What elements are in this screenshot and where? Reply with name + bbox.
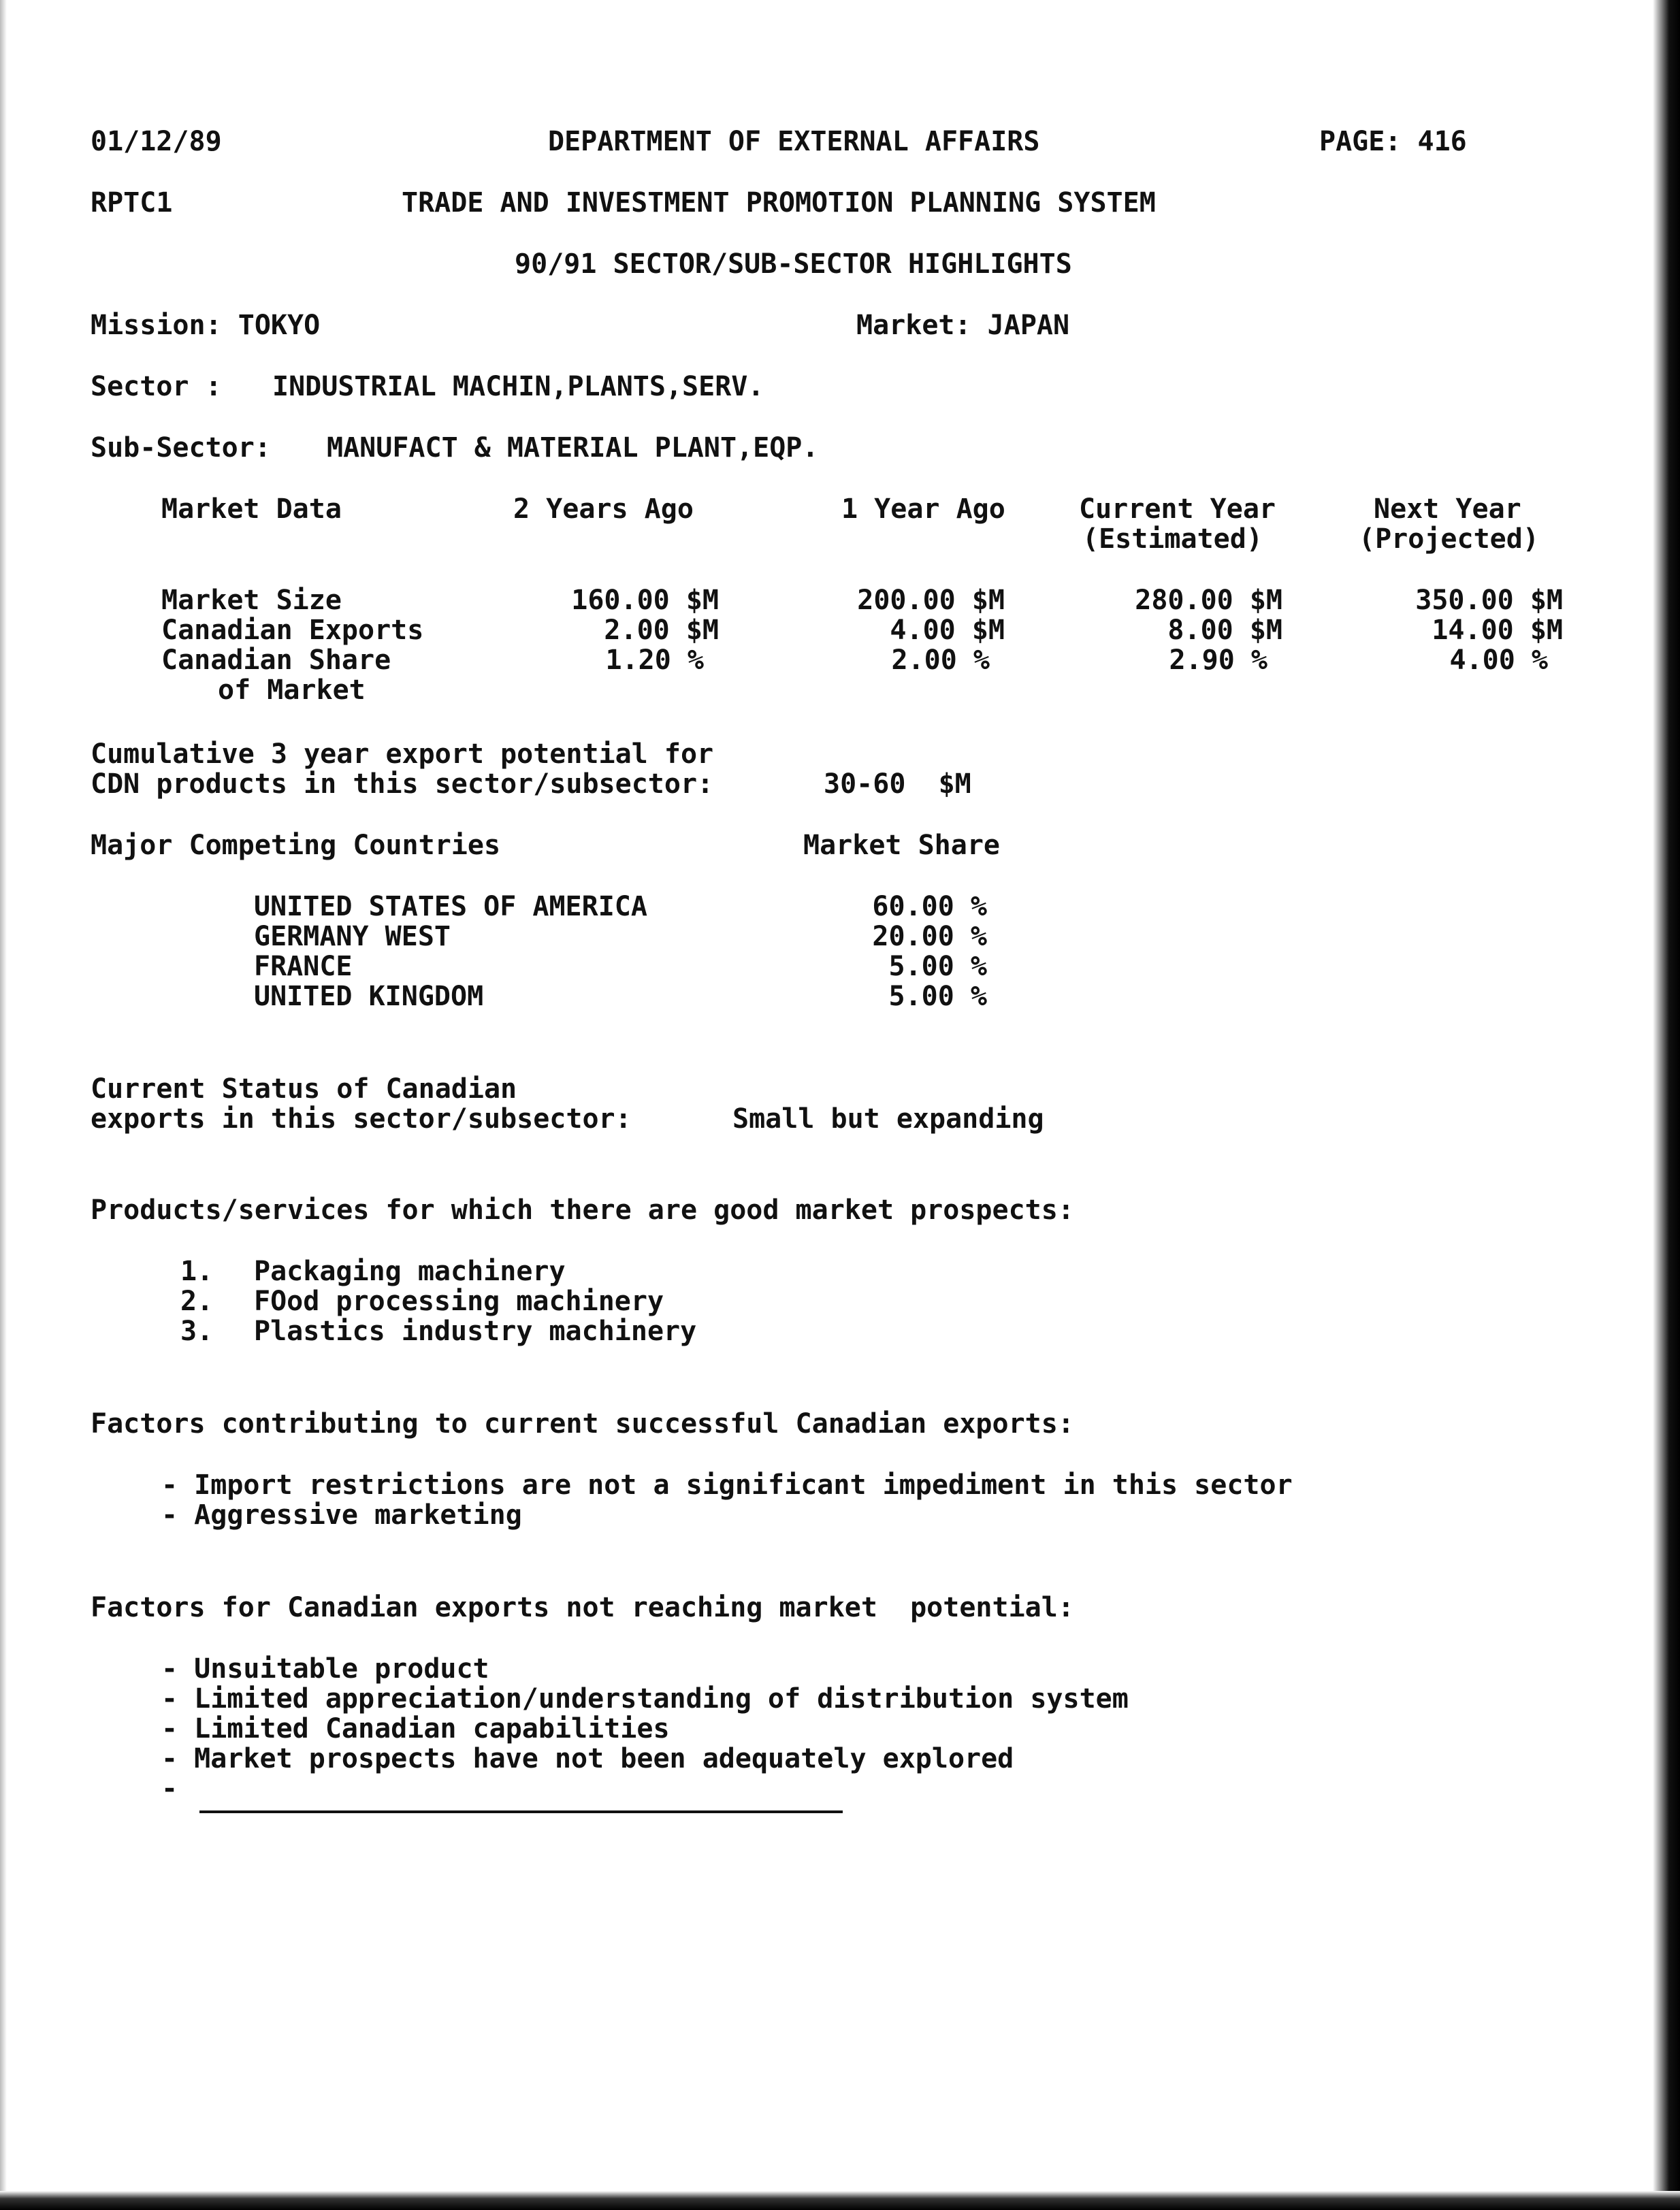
table-row-label-of-market: of Market bbox=[218, 675, 366, 706]
table-cell: 4.00 % bbox=[1449, 645, 1548, 676]
table-cell: 2.90 % bbox=[1169, 645, 1267, 676]
table-header-projected: (Projected) bbox=[1359, 523, 1539, 555]
prospects-heading: Products/services for which there are good market prospects: bbox=[91, 1195, 1074, 1226]
status-line1: Current Status of Canadian bbox=[91, 1073, 517, 1105]
subsector-label: Sub-Sector: bbox=[91, 432, 271, 464]
shortfall-factor-item: - Limited appreciation/understanding of distribution system bbox=[161, 1683, 1129, 1715]
competitor-country: GERMANY WEST bbox=[254, 921, 451, 952]
table-cell: 14.00 $M bbox=[1432, 615, 1563, 646]
potential-line2: CDN products in this sector/subsector: bbox=[91, 768, 714, 800]
competitor-country: UNITED KINGDOM bbox=[254, 981, 484, 1012]
table-header-current-year: Current Year bbox=[1079, 493, 1276, 525]
success-factors-heading: Factors contributing to current successful Canadian exports: bbox=[91, 1408, 1074, 1440]
system-title: TRADE AND INVESTMENT PROMOTION PLANNING SYSTEM bbox=[402, 187, 1156, 218]
table-cell: 1.20 % bbox=[605, 645, 704, 676]
blank-entry-dash: - bbox=[161, 1773, 178, 1804]
sector-value: INDUSTRIAL MACHIN,PLANTS,SERV. bbox=[272, 371, 764, 402]
table-cell: 2.00 % bbox=[891, 645, 990, 676]
competitor-share: 60.00 % bbox=[872, 891, 987, 922]
table-row-label-canadian-exports: Canadian Exports bbox=[161, 615, 424, 646]
page-number: PAGE: 416 bbox=[1319, 126, 1467, 157]
table-cell: 8.00 $M bbox=[1167, 615, 1282, 646]
potential-line1: Cumulative 3 year export potential for bbox=[91, 738, 714, 770]
subsector-value: MANUFACT & MATERIAL PLANT,EQP. bbox=[327, 432, 819, 464]
shortfall-factors-heading: Factors for Canadian exports not reaching market potential: bbox=[91, 1592, 1074, 1623]
blank-entry-line bbox=[199, 1810, 843, 1813]
table-header-market-data: Market Data bbox=[161, 493, 342, 525]
scan-edge-left bbox=[0, 0, 7, 2210]
table-cell: 200.00 $M bbox=[857, 585, 1005, 616]
table-cell: 280.00 $M bbox=[1135, 585, 1282, 616]
table-cell: 350.00 $M bbox=[1415, 585, 1563, 616]
report-date: 01/12/89 bbox=[91, 126, 222, 157]
report-id: RPTC1 bbox=[91, 187, 173, 218]
table-row-label-canadian-share: Canadian Share bbox=[161, 645, 391, 676]
mission: Mission: TOKYO bbox=[91, 310, 321, 341]
scan-edge-bottom bbox=[0, 2191, 1680, 2210]
competitor-country: UNITED STATES OF AMERICA bbox=[254, 891, 647, 922]
competitor-share: 5.00 % bbox=[888, 981, 987, 1012]
competitor-country: FRANCE bbox=[254, 951, 353, 982]
status-value: Small but expanding bbox=[732, 1103, 1044, 1135]
market: Market: JAPAN bbox=[856, 310, 1070, 341]
prospect-number: 2. bbox=[180, 1286, 214, 1317]
prospect-item: FOod processing machinery bbox=[254, 1286, 664, 1317]
competitor-share: 5.00 % bbox=[888, 951, 987, 982]
prospect-item: Plastics industry machinery bbox=[254, 1316, 697, 1347]
scan-edge-right bbox=[1653, 0, 1680, 2210]
success-factor-item: - Import restrictions are not a significant impediment in this sector bbox=[161, 1469, 1293, 1501]
table-header-estimated: (Estimated) bbox=[1082, 523, 1263, 555]
shortfall-factor-item: - Unsuitable product bbox=[161, 1653, 489, 1685]
status-line2: exports in this sector/subsector: bbox=[91, 1103, 632, 1135]
sector-label: Sector : bbox=[91, 371, 222, 402]
competitor-share: 20.00 % bbox=[872, 921, 987, 952]
prospect-item: Packaging machinery bbox=[254, 1256, 566, 1287]
success-factor-item: - Aggressive marketing bbox=[161, 1499, 522, 1531]
table-cell: 2.00 $M bbox=[604, 615, 719, 646]
shortfall-factor-item: - Market prospects have not been adequately explored bbox=[161, 1743, 1014, 1774]
table-header-next-year: Next Year bbox=[1374, 493, 1521, 525]
department-title: DEPARTMENT OF EXTERNAL AFFAIRS bbox=[548, 126, 1040, 157]
prospect-number: 1. bbox=[180, 1256, 214, 1287]
table-cell: 160.00 $M bbox=[571, 585, 719, 616]
prospect-number: 3. bbox=[180, 1316, 214, 1347]
report-subtitle: 90/91 SECTOR/SUB-SECTOR HIGHLIGHTS bbox=[515, 248, 1072, 280]
competitors-header: Major Competing Countries bbox=[91, 830, 501, 861]
table-header-2-years-ago: 2 Years Ago bbox=[513, 493, 694, 525]
market-share-header: Market Share bbox=[803, 830, 1000, 861]
table-cell: 4.00 $M bbox=[890, 615, 1005, 646]
table-row-label-market-size: Market Size bbox=[161, 585, 342, 616]
table-header-1-year-ago: 1 Year Ago bbox=[841, 493, 1005, 525]
potential-value: 30-60 $M bbox=[824, 768, 971, 800]
shortfall-factor-item: - Limited Canadian capabilities bbox=[161, 1713, 670, 1744]
